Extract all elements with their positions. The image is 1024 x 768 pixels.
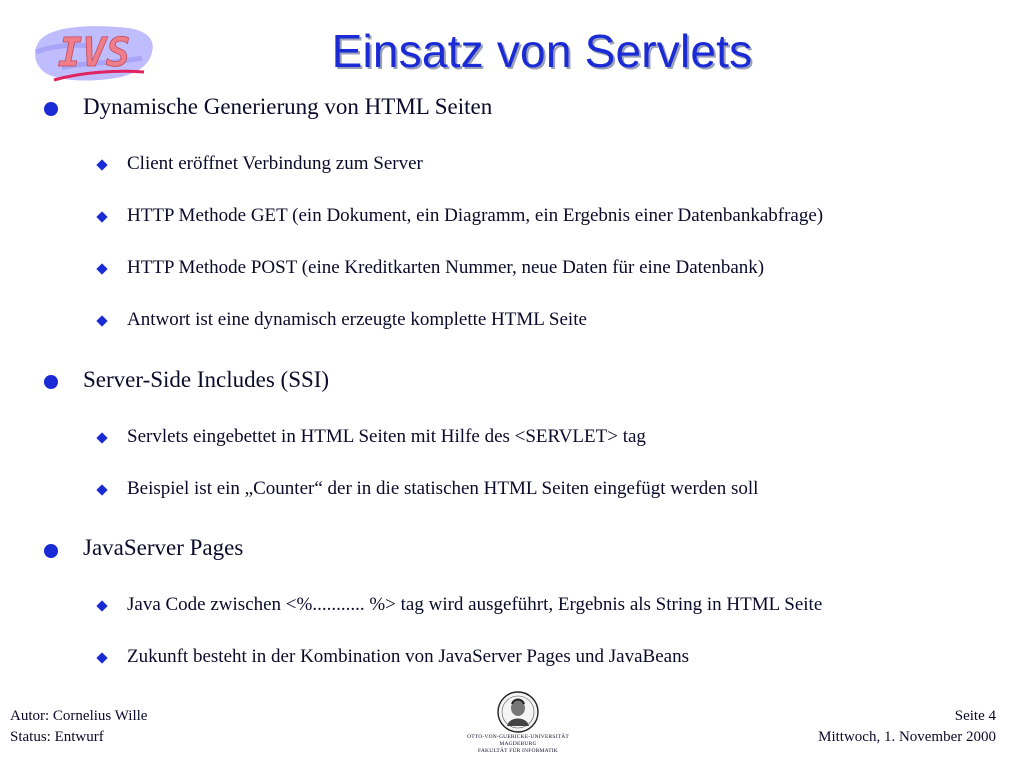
diamond-bullet-icon [96, 159, 107, 170]
date-text: Mittwoch, 1. November 2000 [818, 729, 996, 745]
university-seal-icon [495, 690, 541, 734]
footer-left [10, 706, 147, 748]
list-item: Zukunft besteht in der Kombination von JavaServer Pages und JavaBeans [127, 646, 689, 667]
diamond-bullet-icon [96, 263, 107, 274]
bullet-dot-icon [44, 544, 58, 558]
section-heading: JavaServer Pages [83, 535, 244, 560]
footer-right [818, 706, 996, 748]
list-item: Client eröffnet Verbindung zum Server [127, 153, 423, 174]
slide-title: Einsatz von Servlets [331, 25, 753, 77]
page-number: Seite 4 [954, 708, 996, 724]
faculty-name: FAKULTÄT FÜR INFORMATIK [478, 748, 558, 754]
bullet-dot-icon [44, 375, 58, 389]
logo-text: IVS [57, 30, 131, 76]
list-item: Servlets eingebettet in HTML Seiten mit Hilfe des <SERVLET> tag [127, 426, 646, 447]
diamond-bullet-icon [96, 600, 107, 611]
university-name: OTTO-VON-GUERICKE-UNIVERSITÄT MAGDEBURG [467, 734, 569, 747]
bullet-dot-icon [44, 102, 58, 116]
section-heading: Dynamische Generierung von HTML Seiten [83, 94, 493, 119]
list-item: HTTP Methode POST (eine Kreditkarten Nummer, neue Daten für eine Datenbank) [127, 257, 765, 278]
section-heading: Server-Side Includes (SSI) [83, 367, 330, 392]
list-item: Beispiel ist ein „Counter“ der in die statischen HTML Seiten eingefügt werden soll [127, 478, 759, 499]
diamond-bullet-icon [96, 484, 107, 495]
list-item: Antwort ist eine dynamisch erzeugte komplette HTML Seite [127, 309, 587, 330]
diamond-bullet-icon [96, 315, 107, 326]
status-text: Status: Entwurf [10, 729, 104, 745]
diamond-bullet-icon [96, 211, 107, 222]
diamond-bullet-icon [96, 432, 107, 443]
list-item: Java Code zwischen <%........... %> tag wird ausgeführt, Ergebnis als String in HTML Seite [127, 594, 823, 615]
list-item: HTTP Methode GET (ein Dokument, ein Diagramm, ein Ergebnis einer Datenbankabfrage) [127, 205, 824, 226]
diamond-bullet-icon [96, 652, 107, 663]
author-text: Autor: Cornelius Wille [10, 708, 148, 724]
university-seal [452, 690, 584, 754]
